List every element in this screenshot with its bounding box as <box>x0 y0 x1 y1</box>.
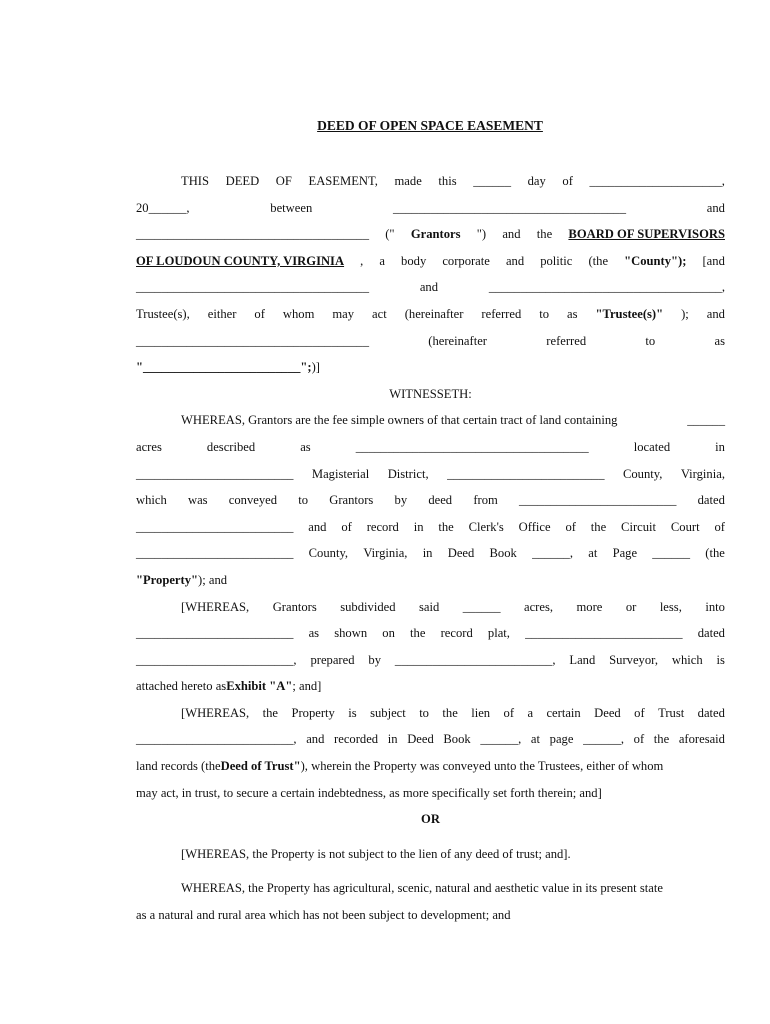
text-segment: acres <box>136 439 162 454</box>
text-segment: shown <box>334 626 368 641</box>
document-line <box>136 248 725 275</box>
text-segment: the <box>442 705 458 720</box>
document-line <box>136 780 725 807</box>
text-segment: between <box>270 200 313 215</box>
text-segment: was <box>187 493 208 508</box>
text-segment: recorded <box>334 732 379 747</box>
text-segment: Magisterial <box>311 466 370 481</box>
text-segment: land records (the <box>136 759 221 774</box>
text-segment: a <box>379 253 385 268</box>
document-line <box>136 274 725 301</box>
text-segment: and <box>706 306 725 321</box>
text-segment: Grantors <box>272 599 317 614</box>
text-segment: and <box>505 253 525 268</box>
document-line <box>136 195 725 222</box>
text-segment: as <box>308 626 320 641</box>
text-segment: WHEREAS, Grantors are the fee simple owners of that certain tract of land containing <box>181 413 618 428</box>
text-segment: ______ <box>473 174 511 188</box>
document-line <box>136 673 725 700</box>
text-segment: Virginia, <box>363 546 408 561</box>
text-segment: dated <box>697 705 725 720</box>
text-segment: ), wherein the Property was conveyed unto the Trustees, either of whom <box>300 759 664 774</box>
text-segment: County, <box>308 546 349 561</box>
text-segment: dated <box>697 493 725 508</box>
text-segment: Deed <box>594 705 621 720</box>
text-segment: this <box>438 174 457 188</box>
text-segment: _____________________________________ <box>136 280 369 295</box>
text-segment: _________________________ <box>525 626 683 641</box>
text-segment: Trust <box>658 705 685 720</box>
text-segment: THIS <box>181 174 209 188</box>
text-segment: and <box>706 200 725 215</box>
text-segment: _____________________________________ <box>393 200 627 215</box>
text-segment: Surveyor, <box>609 652 658 667</box>
text-segment: "Trustee(s)" <box>595 306 664 321</box>
document-line <box>136 620 725 647</box>
text-segment: act <box>372 306 387 321</box>
document-line <box>136 487 725 514</box>
text-segment: ); <box>681 306 689 321</box>
text-segment: may act, in trust, to secure a certain indebtedness, as more specifically set forth therein; and] <box>136 785 602 800</box>
text-segment: to <box>539 306 550 321</box>
text-segment: OR <box>421 812 440 827</box>
text-segment: located <box>633 439 671 454</box>
text-segment: referred <box>546 333 587 348</box>
text-segment: _________________________ <box>447 466 605 481</box>
document-line <box>136 461 725 488</box>
text-segment: the <box>438 519 454 534</box>
text-segment: the <box>590 519 607 534</box>
text-segment: Virginia, <box>680 466 725 481</box>
text-segment: made <box>394 174 422 188</box>
text-segment: BOARD OF SUPERVISORS <box>568 227 725 242</box>
text-segment: _____________________________________ <box>136 227 369 242</box>
text-segment: ______, <box>532 546 573 561</box>
text-segment: ______ <box>652 546 691 561</box>
text-segment: the <box>410 626 426 641</box>
text-segment: Clerk's <box>468 519 504 534</box>
text-segment: DEED <box>225 174 260 188</box>
text-segment: _____________________________________, <box>488 280 725 295</box>
text-segment: on <box>382 626 395 641</box>
document-line <box>136 354 725 381</box>
text-segment: and <box>306 732 325 747</box>
text-segment: prepared <box>310 652 355 667</box>
text-segment: (hereinafter <box>428 333 487 348</box>
text-segment: "County"); <box>624 253 687 268</box>
text-segment: "Property" <box>136 572 199 587</box>
text-segment: [WHEREAS, <box>181 705 250 720</box>
document-line <box>136 594 725 621</box>
text-segment: "_________________________"; <box>136 360 312 375</box>
text-segment: corporate <box>442 253 490 268</box>
text-segment: _____________________________________ <box>355 439 589 454</box>
text-segment: ______, <box>583 732 625 747</box>
text-segment: at <box>588 546 598 561</box>
text-segment: _________________________ <box>136 466 294 481</box>
text-segment: , <box>360 253 364 268</box>
text-segment: in <box>422 546 433 561</box>
text-segment: Property <box>291 705 335 720</box>
text-segment: subject <box>370 705 406 720</box>
text-segment: in <box>387 732 398 747</box>
text-segment: [WHEREAS, the Property is not subject to the lien of any deed of trust; and]. <box>181 846 571 861</box>
document-line <box>136 647 725 674</box>
text-segment: the <box>653 732 670 747</box>
text-segment: or <box>625 599 637 614</box>
text-segment: deed <box>428 493 453 508</box>
text-segment: as a natural and rural area which has not been subject to development; and <box>136 908 511 923</box>
text-segment: to <box>298 493 309 508</box>
text-segment: _____________________, <box>589 174 725 188</box>
text-segment: day <box>527 174 546 188</box>
text-segment: (the <box>705 546 725 561</box>
text-segment: the <box>536 227 553 242</box>
text-segment: page <box>549 732 574 747</box>
text-segment: (" <box>385 227 395 242</box>
text-segment: said <box>418 599 440 614</box>
text-segment: as <box>714 333 725 348</box>
text-segment: as <box>567 306 578 321</box>
text-segment: attached hereto as <box>136 679 227 694</box>
text-segment: referred <box>481 306 522 321</box>
text-segment: _________________________, <box>136 652 297 667</box>
document-line <box>136 514 725 541</box>
text-segment: Deed of Trust" <box>220 759 301 774</box>
text-segment: )] <box>311 360 320 375</box>
text-segment: and <box>502 227 521 242</box>
text-segment: OF LOUDOUN COUNTY, VIRGINIA <box>136 253 345 268</box>
text-segment: which <box>671 652 703 667</box>
text-segment: ______ <box>462 599 501 614</box>
text-segment: from <box>473 493 498 508</box>
document-line <box>136 381 725 408</box>
document-line <box>136 875 725 902</box>
text-segment: as <box>300 439 311 454</box>
text-segment: is <box>348 705 357 720</box>
text-segment: _________________________ <box>136 626 294 641</box>
text-segment: _________________________, <box>394 652 556 667</box>
text-segment: the <box>262 705 279 720</box>
text-segment: is <box>716 652 725 667</box>
document-line <box>136 301 725 328</box>
text-segment: _________________________, <box>136 732 297 747</box>
text-segment: of <box>341 519 352 534</box>
document-title: DEED OF OPEN SPACE EASEMENT <box>317 118 543 133</box>
text-segment: less, <box>659 599 682 614</box>
document-line <box>136 841 725 868</box>
text-segment: [WHEREAS, <box>181 599 250 614</box>
text-segment: into <box>705 599 725 614</box>
text-segment: of <box>254 306 265 321</box>
text-segment: District, <box>387 466 429 481</box>
document-line <box>136 221 725 248</box>
text-segment: at <box>530 732 541 747</box>
text-segment: and <box>308 519 327 534</box>
text-segment: record <box>366 519 399 534</box>
text-segment: Grantors <box>410 227 461 242</box>
paragraph-gap <box>136 867 725 875</box>
text-segment: to <box>419 705 429 720</box>
text-segment: Grantors <box>329 493 374 508</box>
text-segment: (the <box>588 253 609 268</box>
document-line <box>136 434 725 461</box>
text-segment: by <box>368 652 382 667</box>
text-segment: County, <box>622 466 663 481</box>
text-segment: in <box>715 439 725 454</box>
text-segment: may <box>332 306 355 321</box>
text-segment: 20______, <box>136 200 190 215</box>
text-segment: ______ <box>687 413 725 428</box>
text-segment: acres, <box>524 599 554 614</box>
text-segment: Land <box>569 652 596 667</box>
text-segment: record <box>440 626 473 641</box>
text-segment: Trustee(s), <box>136 306 190 321</box>
text-segment: certain <box>546 705 581 720</box>
text-segment: aforesaid <box>678 732 725 747</box>
text-segment: Court <box>670 519 700 534</box>
text-segment: to <box>645 333 656 348</box>
text-segment: _________________________ <box>136 519 294 534</box>
text-segment: ; and] <box>292 679 322 694</box>
text-segment: OF <box>275 174 292 188</box>
text-segment: conveyed <box>228 493 278 508</box>
document-line <box>136 540 725 567</box>
text-segment: Exhibit "A" <box>226 679 293 694</box>
text-segment: described <box>206 439 256 454</box>
text-segment: of <box>634 705 645 720</box>
text-segment: of <box>562 174 573 188</box>
text-segment: Office <box>518 519 551 534</box>
text-segment: Circuit <box>621 519 657 534</box>
document-line <box>136 806 725 833</box>
text-segment: [and <box>702 253 725 268</box>
text-segment: _____________________________________ <box>136 333 369 348</box>
document-line <box>136 168 725 195</box>
text-segment: EASEMENT, <box>308 174 378 188</box>
document-line <box>136 700 725 727</box>
text-segment: whom <box>282 306 315 321</box>
text-segment: ") <box>476 227 487 242</box>
text-segment: plat, <box>487 626 510 641</box>
document-line <box>136 902 725 929</box>
text-segment: Book <box>443 732 471 747</box>
text-segment: Page <box>612 546 638 561</box>
text-segment: _________________________ <box>136 546 294 561</box>
document-line <box>136 726 725 753</box>
text-segment: body <box>401 253 427 268</box>
text-segment: ); and <box>198 572 228 587</box>
document-line <box>136 753 725 780</box>
text-segment: of <box>633 732 645 747</box>
paragraph-gap <box>136 833 725 841</box>
text-segment: Deed <box>447 546 475 561</box>
text-segment: _________________________ <box>519 493 677 508</box>
text-segment: by <box>394 493 408 508</box>
text-segment: Deed <box>407 732 434 747</box>
text-segment: Book <box>489 546 517 561</box>
text-segment: lien <box>471 705 491 720</box>
text-segment: of <box>565 519 576 534</box>
text-segment: WITNESSETH: <box>389 386 472 401</box>
text-segment: politic <box>540 253 573 268</box>
text-segment: dated <box>697 626 725 641</box>
document-line <box>136 328 725 355</box>
text-segment: more <box>576 599 603 614</box>
document-line <box>136 567 725 594</box>
text-segment: and <box>419 280 439 295</box>
document-line <box>136 407 725 434</box>
text-segment: of <box>714 519 725 534</box>
text-segment: (hereinafter <box>404 306 464 321</box>
text-segment: WHEREAS, the Property has agricultural, scenic, natural and aesthetic value in its present state <box>181 881 663 896</box>
text-segment: a <box>527 705 534 720</box>
text-segment: of <box>503 705 515 720</box>
text-segment: either <box>207 306 237 321</box>
text-segment: ______, <box>480 732 522 747</box>
document-body <box>136 168 725 929</box>
text-segment: subdivided <box>340 599 396 614</box>
text-segment: which <box>136 493 167 508</box>
text-segment: in <box>413 519 424 534</box>
